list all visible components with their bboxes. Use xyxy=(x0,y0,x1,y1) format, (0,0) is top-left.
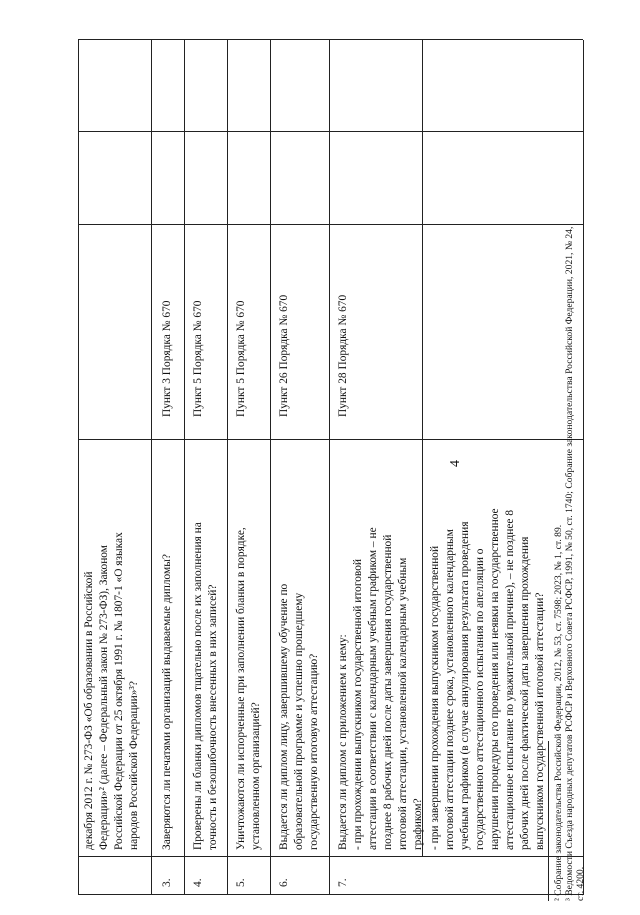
page-number: 4 xyxy=(448,460,463,467)
row-number: 3. xyxy=(161,878,173,887)
legal-reference: Пункт 5 Порядка № 670 xyxy=(235,300,247,417)
column-divider xyxy=(78,439,583,440)
table-border-right xyxy=(78,39,583,40)
row-divider xyxy=(227,40,228,895)
question-text: Заверяются ли печатями организаций выдаваемые дипломы? xyxy=(161,554,173,850)
legal-reference: Пункт 28 Порядка № 670 xyxy=(337,294,349,417)
row-divider xyxy=(270,40,271,895)
question-text: декабря 2012 г. № 273-ФЗ «Об образовании в Российской Федерации»² (далее – Федеральный закон № 273-ФЗ), Законом Российской Федерации от 25 октября 1991 г. № 1807-1 «О языках народов Российской Федерации»³? xyxy=(83,532,140,850)
legal-reference: Пункт 5 Порядка № 670 xyxy=(192,300,204,417)
row-divider xyxy=(184,40,185,895)
row-number: 6. xyxy=(278,878,290,887)
question-text: Уничтожаются ли испорченные при заполнении бланки в порядке, установленном организацией? xyxy=(235,527,262,850)
checklist-table xyxy=(78,40,583,895)
column-divider xyxy=(78,224,583,225)
row-number: 5. xyxy=(235,878,247,887)
question-text: Проверены ли бланки дипломов тщательно после их заполнения на точность и безошибочность внесенных в них записей? xyxy=(192,522,219,850)
column-divider xyxy=(78,856,583,857)
legal-reference: Пункт 26 Порядка № 670 xyxy=(278,294,290,417)
footnotes xyxy=(553,21,586,901)
column-divider xyxy=(78,131,583,132)
row-number: 7. xyxy=(337,878,349,887)
question-text: Выдается ли диплом лицу, завершившему обучение по образовательной программе и успешно прошедшему государственную итоговую аттестацию? xyxy=(278,583,320,850)
footnote-separator xyxy=(548,741,549,901)
legal-reference: Пункт 3 Порядка № 670 xyxy=(161,300,173,417)
footnote-2: ² Собрание законодательства Российской Федерации, 2012, № 53, ст. 7598; 2023, № 1, ст. 89. xyxy=(553,524,564,901)
row-divider xyxy=(151,40,152,895)
footnote-3: ³ Ведомости Съезда народных депутатов РСФСР и Верховного Совета РСФСР, 1991, № 50, ст. 1740; Собрание законодательства Российской Федерации, 2021, № 24, xyxy=(564,226,575,901)
question-text: - при завершении прохождения выпускником государственной итоговой аттестации позднее срока, установленного календарным учебным графиком (в случае аннулирования результата проведения государственного аттестационного испытания по апелляции о нарушении процедуры его проведения или неявки на государственное аттестационное испытание по уважительной причине), – не позднее 8 рабочих дней после фактической даты завершения прохождения выпускником государственной итоговой аттестации? xyxy=(429,508,546,850)
table-border-left xyxy=(78,894,583,895)
row-divider xyxy=(78,40,79,895)
row-number: 4. xyxy=(192,878,204,887)
question-text: Выдается ли диплом с приложением к нему: - при прохождении выпускником государственной итоговой аттестации в соответствии с календарным учебным графиком – не позднее 8 рабочих дней после даты завершения государственной итоговой аттестации, установленной календарным учебным графиком? xyxy=(337,527,424,850)
footnote-3-cont: ст. 4200. xyxy=(575,866,586,901)
row-divider xyxy=(329,40,330,895)
